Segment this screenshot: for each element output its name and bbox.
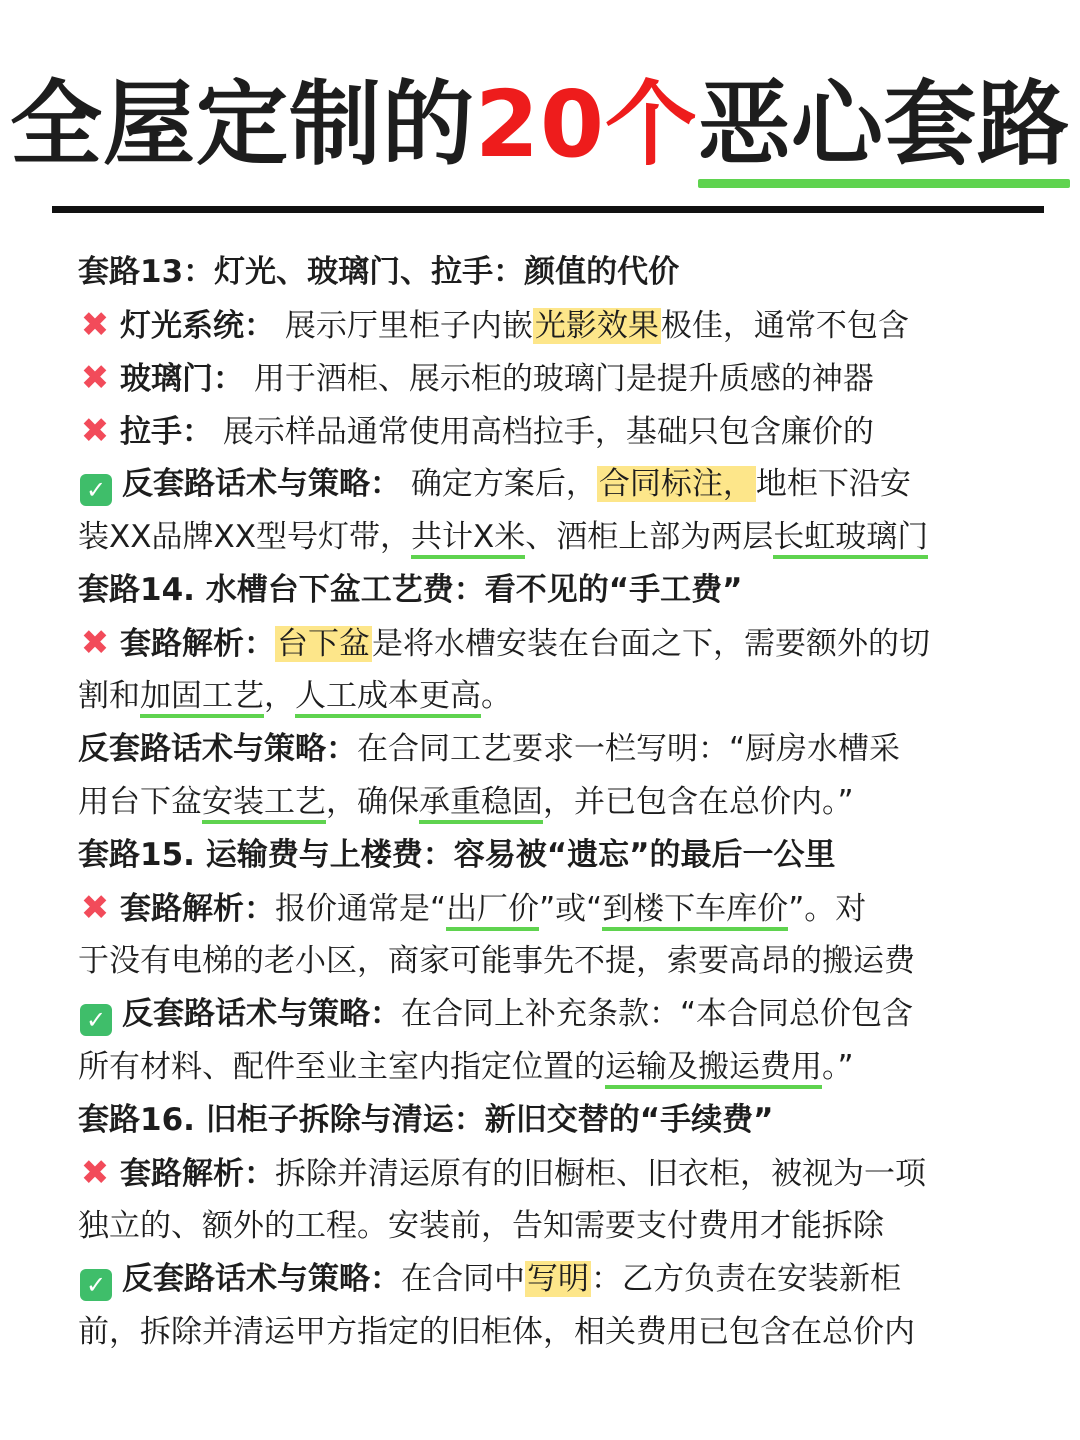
cross-mark-icon: ✖ [80, 888, 110, 928]
underline-text: 安装工艺 [202, 784, 326, 824]
title-divider [52, 206, 1044, 213]
section-13-heading: 套路13：灯光、玻璃门、拉手：颜值的代价 [78, 254, 680, 290]
title-part1: 全屋定制的 [9, 71, 475, 178]
s13-item-handle: ✖ 拉手： 展示样品通常使用高档拉手，基础只包含廉价的 [78, 405, 1013, 458]
underline-text: 到楼下车库价 [602, 891, 788, 931]
s13-strategy-cont: 装XX品牌XX型号灯带，共计X米、酒柜上部为两层长虹玻璃门 [78, 511, 1013, 564]
underline-text: 共计X米 [411, 519, 525, 559]
check-box-icon: ✓ [80, 474, 112, 506]
s14-analysis-cont: 割和加固工艺，人工成本更高。 [78, 670, 1013, 723]
underline-text: 长虹玻璃门 [773, 519, 928, 559]
s14-strategy-cont: 用台下盆安装工艺，确保承重稳固，并已包含在总价内。” [78, 776, 1013, 829]
cross-mark-icon: ✖ [80, 411, 110, 451]
highlight: 写明 [527, 1261, 589, 1297]
s16-analysis: ✖ 套路解析：拆除并清运原有的旧橱柜、旧衣柜，被视为一项 [78, 1147, 1013, 1200]
s13-strategy: ✓ 反套路话术与策略： 确定方案后，合同标注，地柜下沿安 [78, 458, 1013, 511]
title-number: 20个 [474, 71, 699, 178]
article-body [78, 246, 1013, 1359]
s16-strategy: ✓ 反套路话术与策略：在合同中写明：乙方负责在安装新柜 [78, 1253, 1013, 1306]
section-16-heading: 套路16. 旧柜子拆除与清运：新旧交替的“手续费” [78, 1102, 774, 1138]
underline-text: 人工成本更高 [295, 678, 481, 718]
s15-strategy: ✓ 反套路话术与策略：在合同上补充条款：“本合同总价包含 [78, 988, 1013, 1041]
s16-strategy-cont: 前，拆除并清运甲方指定的旧柜体，相关费用已包含在总价内 [78, 1314, 915, 1350]
s13-item-lighting: ✖ 灯光系统： 展示厅里柜子内嵌光影效果极佳，通常不包含 [78, 299, 1013, 352]
underline-text: 加固工艺 [140, 678, 264, 718]
underline-text: 承重稳固 [419, 784, 543, 824]
highlight: 合同标注， [598, 466, 754, 502]
section-14-heading: 套路14. 水槽台下盆工艺费：看不见的“手工费” [78, 572, 743, 608]
s15-analysis-cont: 于没有电梯的老小区，商家可能事先不提，索要高昂的搬运费 [78, 943, 915, 979]
s16-analysis-cont: 独立的、额外的工程。安装前，告知需要支付费用才能拆除 [78, 1208, 884, 1244]
s14-analysis: ✖ 套路解析：台下盆是将水槽安装在台面之下，需要额外的切 [78, 617, 1013, 670]
check-box-icon: ✓ [80, 1004, 112, 1036]
s15-analysis: ✖ 套路解析：报价通常是“出厂价”或“到楼下车库价”。对 [78, 882, 1013, 935]
highlight: 台下盆 [277, 626, 370, 662]
cross-mark-icon: ✖ [80, 623, 110, 663]
s13-item-glass-door: ✖ 玻璃门： 用于酒柜、展示柜的玻璃门是提升质感的神器 [78, 352, 1013, 405]
underline-text: 出厂价 [446, 891, 539, 931]
cross-mark-icon: ✖ [80, 1153, 110, 1193]
s14-strategy: 反套路话术与策略：在合同工艺要求一栏写明：“厨房水槽采 [78, 731, 901, 767]
section-15-heading: 套路15. 运输费与上楼费：容易被“遗忘”的最后一公里 [78, 837, 836, 873]
cross-mark-icon: ✖ [80, 305, 110, 345]
highlight: 光影效果 [534, 308, 659, 344]
title-underlined: 恶心套路 [698, 60, 1070, 190]
check-box-icon: ✓ [80, 1269, 112, 1301]
cross-mark-icon: ✖ [80, 358, 110, 398]
s15-strategy-cont: 所有材料、配件至业主室内指定位置的运输及搬运费用。” [78, 1041, 1013, 1094]
underline-text: 运输及搬运费用 [605, 1049, 822, 1089]
page-title [0, 60, 1080, 190]
